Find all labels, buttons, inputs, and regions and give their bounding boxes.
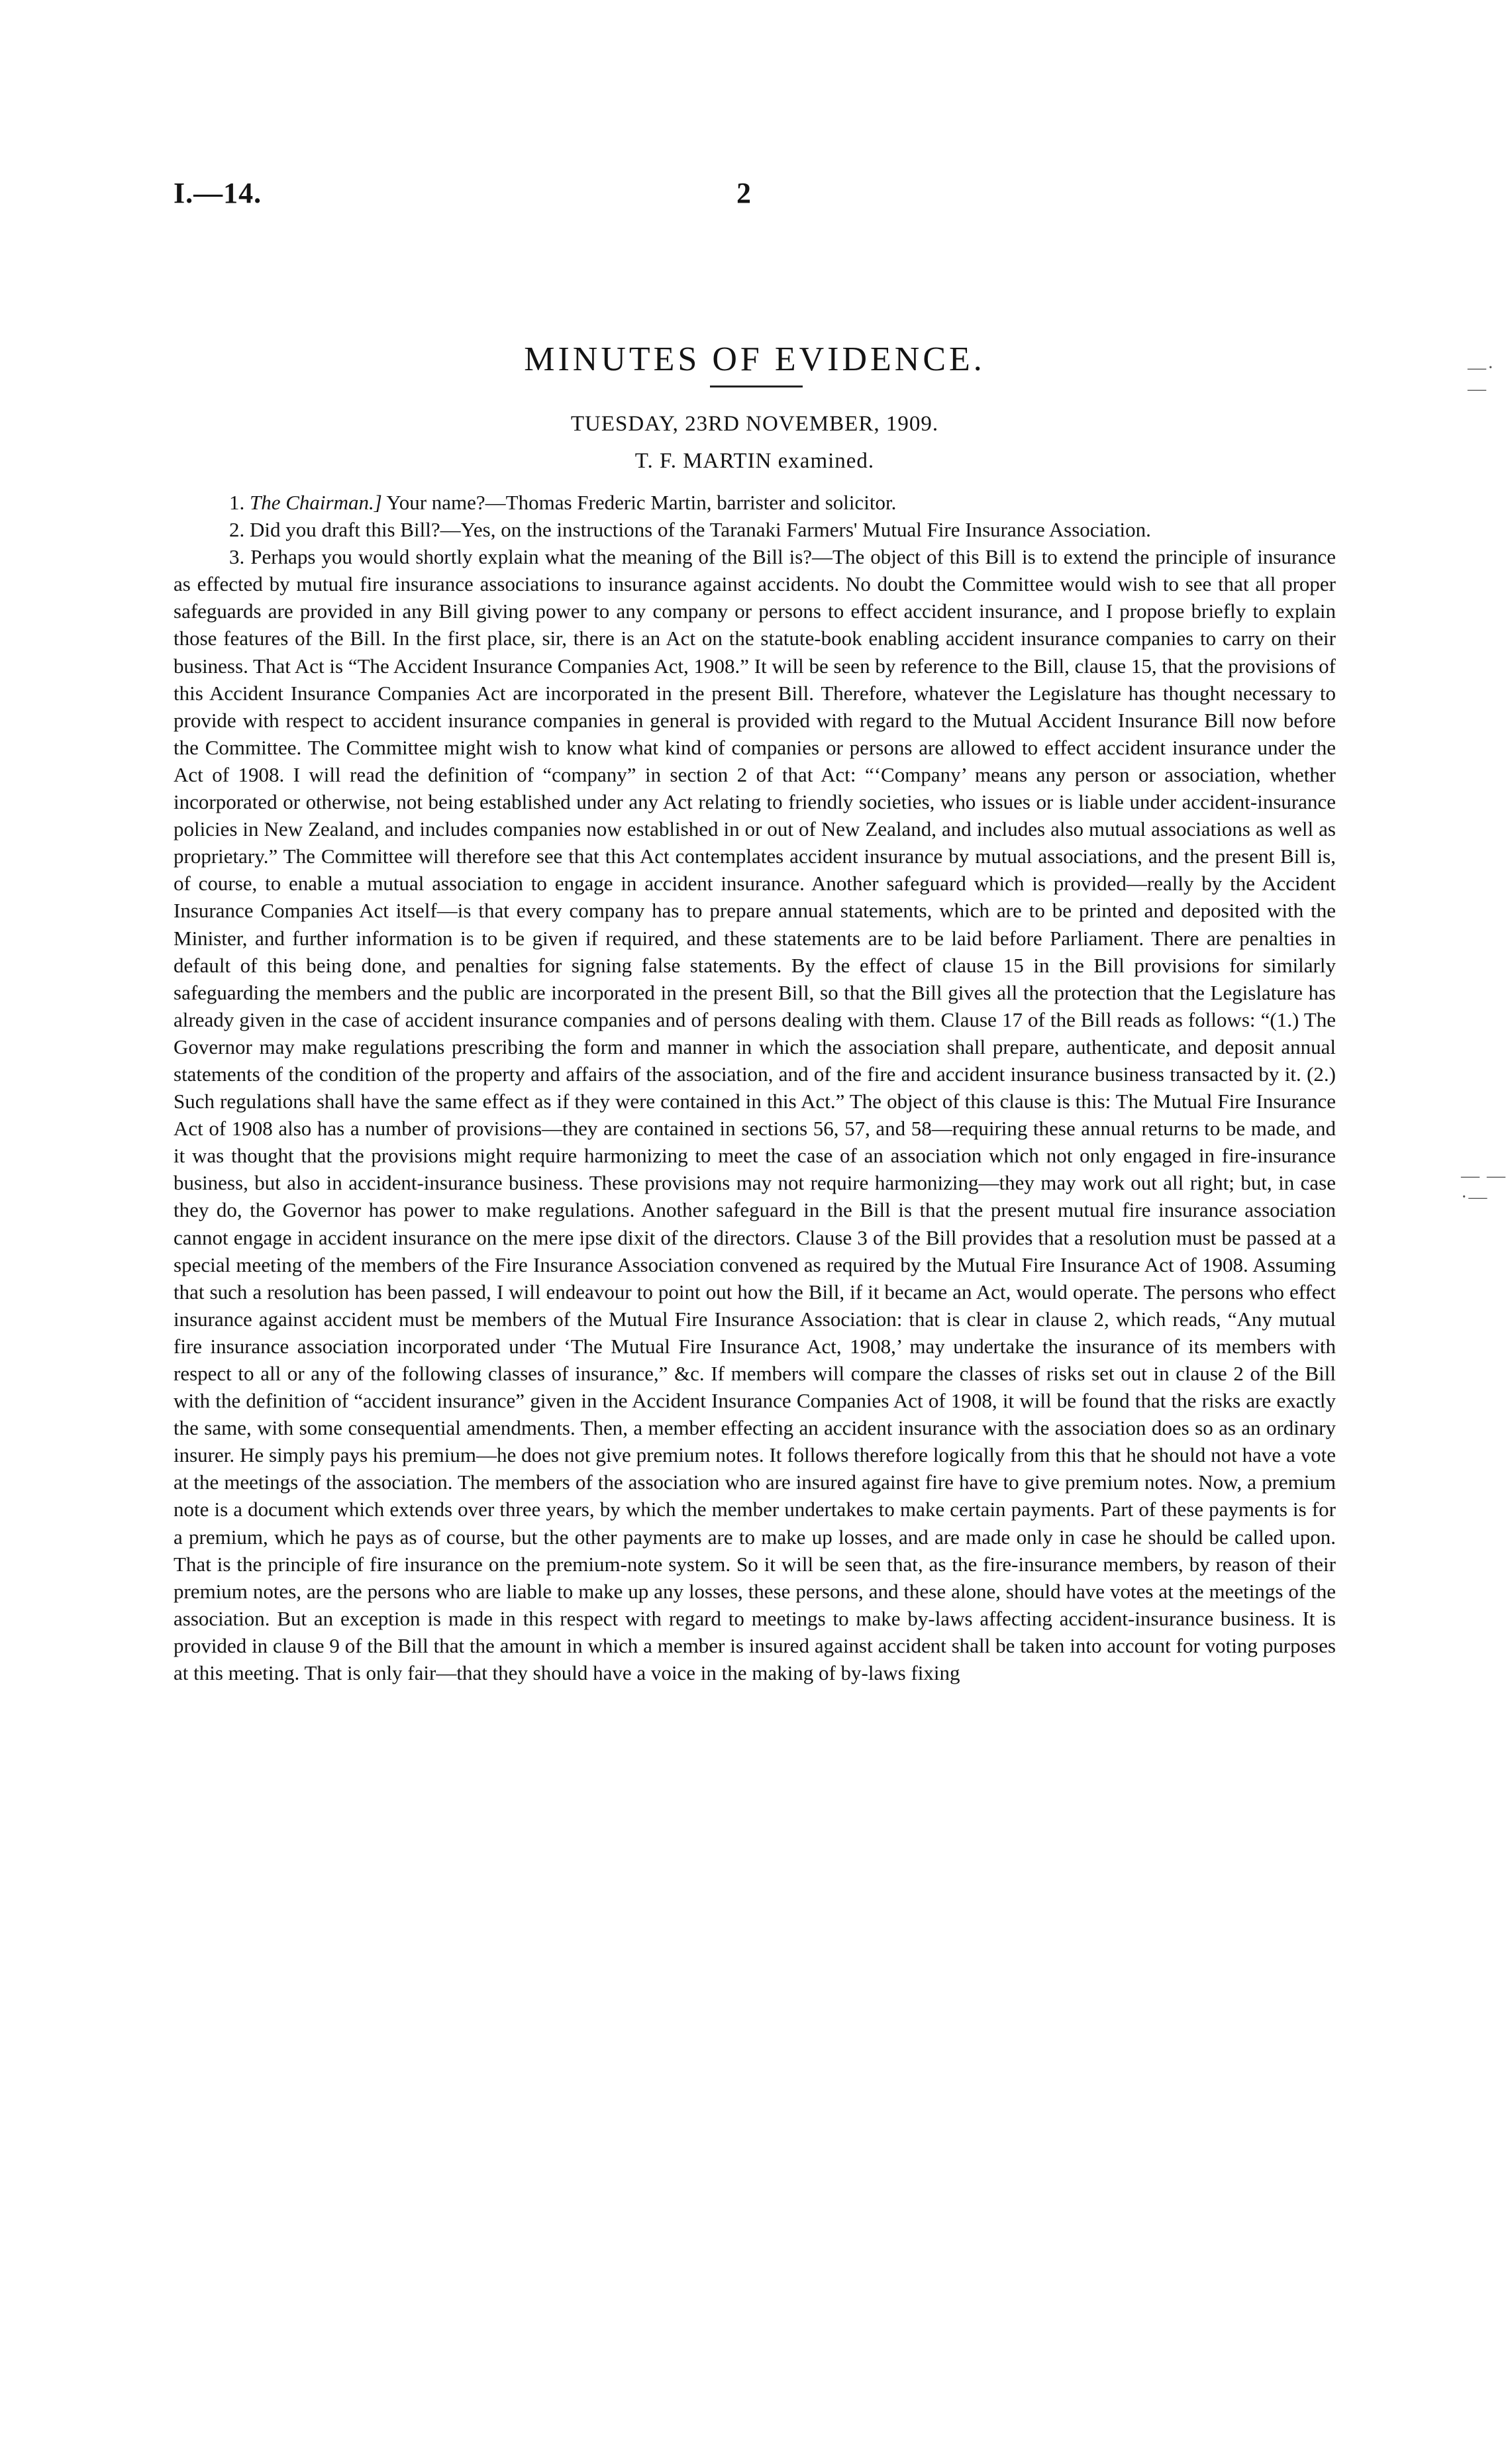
question-text: Perhaps you would shortly explain what the meaning of the Bill is?—The object of this Bill is to extend the principle of insurance as effected by mutual fire insurance associations to insurance against accidents. No doubt the Committee would wish to see that all proper safeguards are provided in any Bill giving power to any company or persons to effect accident insurance, and I propose briefly to explain those features of the Bill. In the first place, sir, there is an Act on the statute-book enabling accident insurance companies to carry on their business. That Act is “The Accident Insurance Companies Act, 1908.” It will be seen by reference to the Bill, clause 15, that the provisions of this Accident Insurance Companies Act are incorporated in the present Bill. Therefore, whatever the Legislature has thought necessary to provide with respect to accident insurance companies in general is provided with regard to the Mutual Accident Insurance Bill now before the Committee. The Committee might wish to know what kind of companies or persons are allowed to effect accident insurance under the Act of 1908. I will read the definition of “company” in section 2 of that Act: “‘Company’ means any person or association, whether incorporated or otherwise, not being established under any Act relating to friendly societies, who issues or is liable under accident-insurance policies in New Zealand, and includes companies now established in or out of New Zealand, and includes also mutual associations as well as proprietary.” The Committee will therefore see that this Act contemplates accident insurance by mutual associations, and the present Bill is, of course, to enable a mutual association to engage in accident insurance. Another safeguard which is provided—really by the Accident Insurance Companies Act itself—is that every company has to prepare annual statements, which are to be printed and deposited with the Minister, and further information is to be given if required, and these statements are to be laid before Parliament. There are penalties in default of this being done, and penalties for signing false statements. By the effect of clause 15 in the Bill provisions for similarly safeguarding the members and the public are incorporated in the present Bill, so that the Bill gives all the protection that the Legislature has already given in the case of accident insurance companies and of persons dealing with them. Clause 17 of the Bill reads as follows: “(1.) The Governor may make regulations prescribing the form and manner in which the association shall prepare, authenticate, and deposit annual statements of the condition of the property and affairs of the association, and of the fire and accident insurance business transacted by it. (2.) Such regulations shall have the same effect as if they were contained in this Act.” The object of this clause is this: The Mutual Fire Insurance Act of 1908 also has a number of provisions—they are contained in sections 56, 57, and 58—requiring these annual returns to be made, and it was thought that the provisions might require harmonizing to meet the case of an association which not only engaged in fire-insurance business, but also in accident-insurance business. These provisions may not require harmonizing—they may work out all right; but, in case they do, the Governor has power to make regulations. Another safeguard in the Bill is that the present mutual fire insurance association cannot engage in accident insurance on the mere ipse dixit of the directors. Clause 3 of the Bill provides that a resolution must be passed at a special meeting of the members of the Fire Insurance Association convened as required by the Mutual Fire Insurance Act of 1908. Assuming that such a resolution has been passed, I will endeavour to point out how the Bill, if it became an Act, would operate. The persons who effect insurance against accident must be members of the Mutual Fire Insurance Association: that is clear in clause 2, which reads, “Any mutual fire insurance association incorporated under ‘The Mutual Fire Insurance Act, 1908,’ may undertake the insurance of its members with respect to all or any of the following classes of insurance,” &c. If members will compare the classes of risks set out in clause 2 of the Bill with the definition of “accident insurance” given in the Accident Insurance Companies Act of 1908, it will be found that the risks are exactly the same, with some consequential amendments. Then, a member effecting an accident insurance with the association does so as an ordinary insurer. He simply pays his premium—he does not give premium notes. It follows therefore logically from this that he should not have a vote at the meetings of the association. The members of the association who are insured against fire have to give premium notes. Now, a premium note is a document which extends over three years, by which the member undertakes to make certain payments. Part of these payments is for a premium, which he pays as of course, but the other payments are to make up losses, and are made only in case he should be called upon. That is the principle of fire insurance on the premium-note system. So it will be seen that, as the fire-insurance members, by reason of their premium notes, are the persons who are liable to make up any losses, these persons, and these alone, should have votes at the meetings of the association. But an exception is made in this respect with regard to meetings to make by-laws affecting accident-insurance business. It is provided in clause 9 of the Bill that the amount in which a member is insured against accident shall be taken into account for voting purposes at this meeting. That is only fair—that they should have a voice in the making of by-laws fixing	[174, 545, 1336, 1685]
question-text: Your name?—Thomas Frederic Martin, barrister and solicitor.	[386, 491, 897, 514]
question-number: 1.	[229, 491, 245, 514]
question-text: Did you draft this Bill?—Yes, on the instructions of the Taranaki Farmers' Mutual Fire Insurance Association.	[250, 518, 1151, 542]
question-3	[174, 543, 1336, 1686]
margin-mark-middle: — —·—	[1461, 1166, 1507, 1207]
evidence-body	[174, 489, 1336, 1686]
margin-mark-top: —·—	[1468, 358, 1495, 399]
question-asker: The Chairman.]	[250, 491, 382, 514]
question-number: 2.	[229, 518, 245, 542]
session-date: TUESDAY, 23RD NOVEMBER, 1909.	[570, 412, 939, 436]
question-1	[174, 489, 1336, 516]
page-title: MINUTES OF EVIDENCE.	[524, 340, 985, 378]
question-2	[174, 516, 1336, 543]
witness-heading: T. F. MARTIN examined.	[634, 449, 875, 473]
paper-reference: I.—14.	[174, 177, 262, 209]
title-divider	[710, 385, 803, 387]
page-number: 2	[736, 177, 751, 209]
question-number: 3.	[229, 545, 245, 569]
